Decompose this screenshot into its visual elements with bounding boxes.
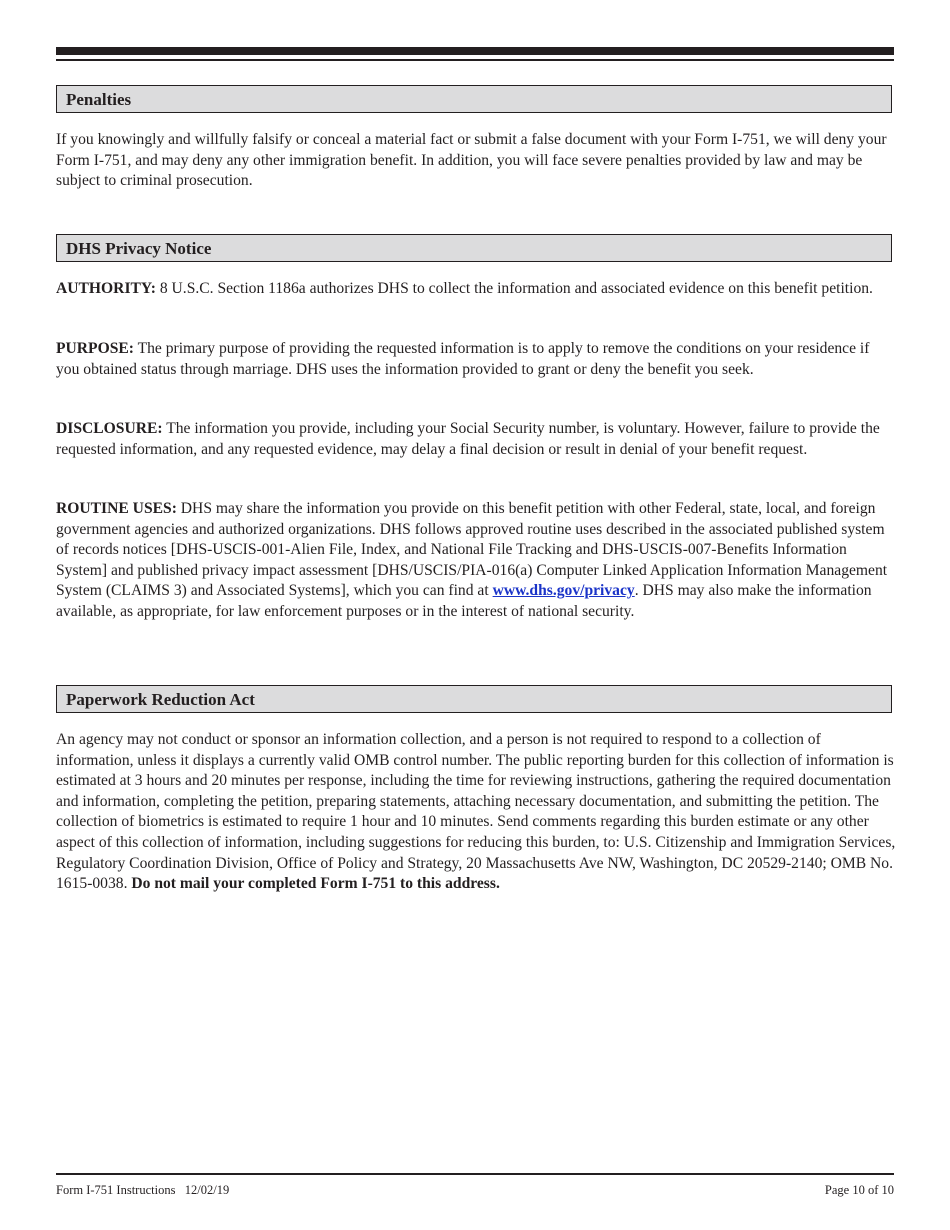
routine-uses-paragraph (56, 499, 896, 623)
footer-form-id: Form I-751 Instructions 12/02/19 (56, 1183, 230, 1197)
routine-uses-text-end: . DHS may also make the information available, as appropriate, for law enforcement purposes or in the interest of national security. (56, 582, 872, 620)
authority-text: 8 U.S.C. Section 1186a authorizes DHS to collect the information and associated evidence on this benefit petition. (159, 280, 873, 297)
penalties-text: If you knowingly and willfully falsify or conceal a material fact or submit a false document with your Form I-751, we will deny your Form I-751, and may deny any other immigration benefit. In addition, you will face severe penalties provided by law and may be subject to criminal prosecution. (56, 131, 887, 190)
purpose-paragraph (56, 339, 896, 380)
purpose-text: The primary purpose of providing the requested information is to apply to remove the conditions on your residence if you obtained status through marriage. DHS uses the information provided to grant or deny the benefit you seek. (56, 340, 870, 378)
top-rule-thick (56, 47, 894, 55)
paperwork-text: An agency may not conduct or sponsor an information collection, and a person is not required to respond to a collection of information, unless it displays a currently valid OMB control number. The public reporting burden for this collection of information is estimated at 3 hours and 20 minutes per response, including the time for reviewing instructions, gathering the required documentation and information, completing the petition, preparing statements, attaching necessary documentation, and submitting the petition. The collection of biometrics is estimated to require 1 hour and 10 minutes. Send comments regarding this burden estimate or any other aspect of this collection of information, including suggestions for reducing this burden, to: U.S. Citizenship and Immigration Services, Regulatory Coordination Division, Office of Policy and Strategy, 20 Massachusetts Ave NW, Washington, DC 20529-2140; OMB No. 1615-0038. (56, 731, 896, 893)
authority-paragraph (56, 279, 896, 300)
disclosure-label: DISCLOSURE: (56, 420, 163, 437)
paperwork-reduction-heading: Paperwork Reduction Act (56, 685, 892, 713)
footer-rule (56, 1173, 894, 1175)
top-rule-thin (56, 59, 894, 61)
disclosure-text: The information you provide, including your Social Security number, is voluntary. However, failure to provide the requested information, and any requested evidence, may delay a final decision or result in denial of your benefit request. (56, 420, 880, 458)
routine-uses-text: DHS may share the information you provide on this benefit petition with other Federal, state, local, and foreign government agencies and authorized organizations. DHS follows approved routine uses described in the associated published system of records notices [DHS-USCIS-001-Alien File, Index, and National File Tracking and DHS-USCIS-007-Benefits Information System] and published privacy impact assessment [DHS/USCIS/PIA-016(a) Computer Linked Application Information Management System (CLAIMS 3) and Associated Systems], which you can find at (56, 500, 888, 600)
routine-uses-label: ROUTINE USES: (56, 500, 177, 517)
privacy-link[interactable]: www.dhs.gov/privacy (492, 582, 635, 600)
disclosure-paragraph (56, 419, 896, 460)
paperwork-paragraph (56, 730, 896, 895)
purpose-label: PURPOSE: (56, 340, 134, 357)
authority-label: AUTHORITY: (56, 280, 156, 297)
privacy-notice-heading: DHS Privacy Notice (56, 234, 892, 262)
footer-page-number: Page 10 of 10 (824, 1183, 894, 1197)
penalties-heading: Penalties (56, 85, 892, 113)
paperwork-bold-note: Do not mail your completed Form I-751 to this address. (131, 875, 500, 893)
